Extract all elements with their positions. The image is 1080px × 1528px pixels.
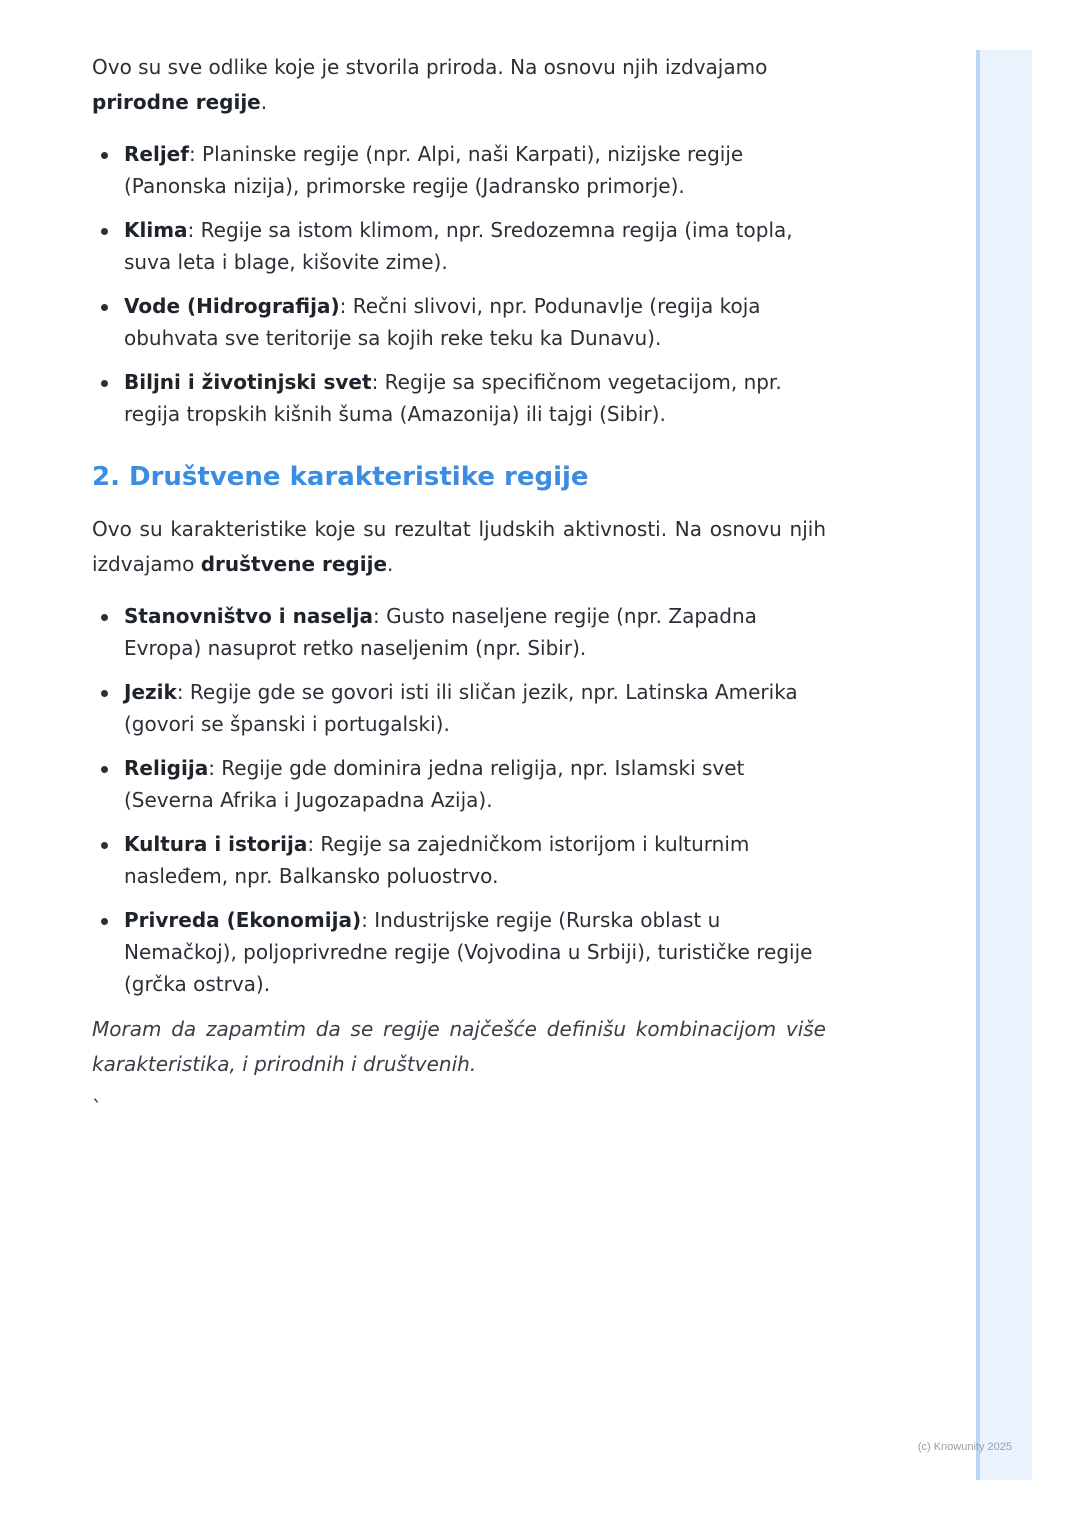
list-item [92,828,826,892]
list-item-description: : Regije gde se govori isti ili sličan jezik, npr. Latinska Amerika (govori se španski i portugalski). [124,680,798,736]
list-item-description: : Industrijske regije (Rurska oblast u Nemačkoj), poljoprivredne regije (Vojvodina u Srbiji), turističke regije (grčka ostrva). [124,908,813,996]
list-item-description: : Regije sa zajedničkom istorijom i kulturnim nasleđem, npr. Balkansko poluostrvo. [124,832,750,888]
stray-mark: ` [92,1096,102,1120]
copyright-footer: (c) Knowunity 2025 [917,1441,1012,1453]
section-paragraph-text-end: . [387,552,394,576]
list-item-description: : Regije sa istom klimom, npr. Sredozemna regija (ima topla, suva leta i blage, kišovite zime). [124,218,793,274]
list-item-description: : Regije gde dominira jedna religija, npr. Islamski svet (Severna Afrika i Jugozapadna Azija). [124,756,745,812]
section-heading: 2. Društvene karakteristike regije [92,462,589,492]
side-panel [976,50,1032,1480]
list-item [92,600,826,664]
natural-features-list [92,138,826,430]
bullet-icon [101,380,108,387]
list-item-term: Privreda (Ekonomija) [124,908,362,932]
intro-text-end: . [260,90,268,114]
list-item [92,138,826,202]
list-item [92,214,826,278]
list-item [92,366,826,430]
bullet-icon [101,690,108,697]
bullet-icon [101,152,108,159]
list-item [92,290,826,354]
intro-text: Ovo su sve odlike koje je stvorila priroda. Na osnovu njih izdvajamo [92,55,768,79]
social-features-list [92,600,826,1000]
bullet-icon [101,228,108,235]
list-item-term: Reljef [124,142,189,166]
list-item-term: Klima [124,218,188,242]
list-item-description: : Planinske regije (npr. Alpi, naši Karpati), nizijske regije (Panonska nizija), primorske regije (Jadransko primorje). [124,142,744,198]
intro-bold-term: prirodne regije [92,90,261,114]
document-body [92,50,826,1118]
list-item-term: Jezik [124,680,177,704]
section-paragraph-bold-term: društvene regije [200,552,388,576]
bullet-icon [101,766,108,773]
list-item-description: : Gusto naseljene regije (npr. Zapadna Evropa) nasuprot retko naseljenim (npr. Sibir). [124,604,757,660]
intro-paragraph [92,50,826,120]
list-item-description: : Rečni slivovi, npr. Podunavlje (regija koja obuhvata sve teritorije sa kojih reke teku ka Dunavu). [124,294,761,350]
list-item-term: Biljni i životinjski svet [124,370,372,394]
list-item-term: Religija [124,756,209,780]
section-paragraph-text: Ovo su karakteristike koje su rezultat ljudskih aktivnosti. Na osnovu njih izdvajamo [92,517,826,576]
list-item-description: : Regije sa specifičnom vegetacijom, npr. regija tropskih kišnih šuma (Amazonija) ili tajgi (Sibir). [124,370,782,426]
list-item [92,904,826,1000]
list-item-term: Vode (Hidrografija) [124,294,340,318]
summary-note: Moram da zapamtim da se regije najčešće definišu kombinacijom više karakteristika, i prirodnih i društvenih. [92,1017,826,1076]
list-item-term: Stanovništvo i naselja [124,604,374,628]
list-item [92,676,826,740]
list-item [92,752,826,816]
bullet-icon [101,614,108,621]
section-paragraph [92,512,826,582]
bullet-icon [101,918,108,925]
bullet-icon [101,842,108,849]
bullet-icon [101,304,108,311]
list-item-term: Kultura i istorija [124,832,308,856]
